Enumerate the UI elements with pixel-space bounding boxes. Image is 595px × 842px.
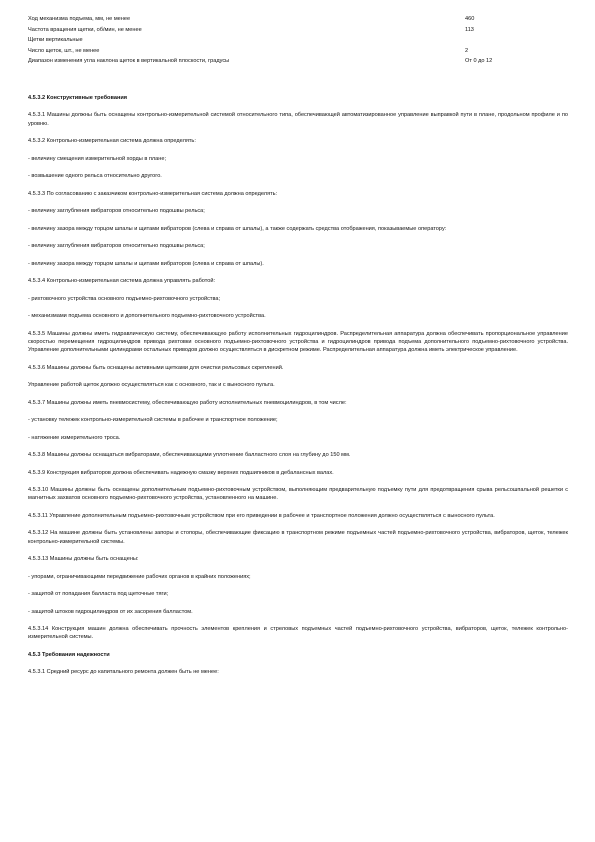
paragraph: - механизмами подъема основного и дополнительного подъемно-рихтовочного устройства.	[28, 313, 266, 320]
paragraph: - установку тележек контрольно-измерительной системы в рабочее и транспортное положение;	[28, 417, 278, 424]
paragraph: 4.5.3.5 Машины должны иметь гидравлическую систему, обеспечивающую работу исполнительных гидроцилиндров. Распределительная аппаратура должна обеспечивать пропорциональное управление скоростью перемещения гидроцилиндров привода рихтовки основного подъемно-рихтовочного устройства и гидроцилиндров привода подъема дополнительного подъемно-рихтовочного устройства. Управление дополнительными цилиндрами остальных приводов должно осуществляться в дискретном режиме. Распределительная аппаратура должна иметь электрическое управление.	[28, 330, 568, 354]
table-row	[28, 35, 568, 46]
paragraph: - упорами, ограничивающими передвижение рабочих органов в крайних положениях;	[28, 573, 251, 580]
paragraph: Управление работой щеток должно осуществляться как с основного, так и с выносного пульта.	[28, 382, 275, 389]
section-heading: 4.5.3 Требования надежности	[28, 651, 110, 658]
parameter-value: 113	[465, 26, 474, 33]
paragraph: 4.5.3.10 Машины должны быть оснащены дополнительным подъемно-рихтовочным устройством, выполняющим предварительную подъемку пути для предотвращения срыва рельсошпальной решетки с магнитных захватов основного подъемно-рихтовочного устройства, установленного на машине.	[28, 487, 568, 502]
parameter-value: От 0 до 12	[465, 58, 493, 65]
parameters-table	[28, 14, 568, 67]
paragraph: 4.5.3.14 Конструкция машин должна обеспечивать прочность элементов крепления и стреловых подъемных частей подъемно-рихтовочного устройства, вибраторов, щеток, тележек контрольно-измерительной системы.	[28, 626, 568, 641]
paragraph: 4.5.3.11 Управление дополнительным подъемно-рихтовочным устройством при его приведении в рабочее и транспортное положения должно осуществляться с выносного пульта.	[28, 512, 495, 519]
paragraph: 4.5.3.2 Контрольно-измерительная система должна определять:	[28, 138, 196, 145]
paragraph: - рихтовочного устройства основного подъемно-рихтовочного устройства;	[28, 295, 221, 302]
parameter-name: Ход механизма подъема, мм, не менее	[28, 16, 131, 23]
parameter-name: Частота вращения щетки, об/мин, не менее	[28, 26, 142, 33]
paragraph: 4.5.3.8 Машины должны оснащаться вибраторами, обеспечивающими уплотнение балластного слоя на глубину до 150 мм.	[28, 452, 351, 459]
paragraph: - величину заглубления вибраторов относительно подошвы рельса;	[28, 243, 205, 250]
paragraph: - величину заглубления вибраторов относительно подошвы рельса;	[28, 208, 205, 215]
table-row	[28, 14, 568, 25]
paragraph: 4.5.3.4 Контрольно-измерительная система должна управлять работой:	[28, 278, 216, 285]
paragraph: 4.5.3.12 На машине должны быть установлены запоры и стопоры, обеспечивающие фиксацию в транспортном режиме подъемных частей подъемно-рихтовочного устройства, вибраторов, щеток, тележек контрольно-измерительной системы.	[28, 530, 568, 545]
paragraph: 4.5.3.9 Конструкция вибраторов должна обеспечивать надежную смазку верхних подшипников в дебалансных валах.	[28, 469, 334, 476]
paragraph: 4.5.3.6 Машины должны быть оснащены активными щетками для очистки рельсовых скреплений.	[28, 364, 284, 371]
parameter-name: Диапазон изменения угла наклона щеток в вертикальной плоскости, градусы	[28, 58, 230, 65]
document-body	[28, 94, 568, 686]
paragraph: - защитой от попадания балласта под щеточные тяги;	[28, 591, 169, 598]
paragraph: - защитой штоков гидроцилиндров от их засорения балластом.	[28, 608, 193, 615]
paragraph: - натяжение измерительного троса.	[28, 434, 121, 441]
paragraph: - величину смещения измерительной хорды в плане;	[28, 155, 167, 162]
paragraph: - величину зазора между торцом шпалы и щитами вибраторов (слева и справа от шпалы), а также содержать средства отображения, показываемые оператору:	[28, 225, 447, 232]
parameter-value: 460	[465, 16, 475, 23]
paragraph: 4.5.3.13 Машины должны быть оснащены:	[28, 556, 139, 563]
paragraph: 4.5.3.1 Машины должны быть оснащены контрольно-измерительной системой относительного типа, обеспечивающей автоматизированное управление выправкой пути в плане, продольном профиле и по уровню.	[28, 112, 568, 127]
table-row	[28, 56, 568, 67]
section-heading: 4.5.3.2 Конструктивные требования	[28, 95, 128, 101]
paragraph: 4.5.3.3 По согласованию с заказчиком контрольно-измерительная система должна определять:	[28, 190, 278, 197]
paragraph: 4.5.3.1 Средний ресурс до капитального ремонта должен быть не менее:	[28, 669, 219, 676]
table-row	[28, 25, 568, 36]
paragraph: - величину зазора между торцом шпалы и щитами вибраторов (слева и справа от шпалы).	[28, 260, 264, 267]
table-row	[28, 46, 568, 57]
parameter-name: Щетки вертикальные	[28, 37, 83, 44]
paragraph: 4.5.3.7 Машины должны иметь пневмосистему, обеспечивающую работу исполнительных пневмоцилиндров, в том числе:	[28, 399, 347, 406]
paragraph: - возвышение одного рельса относительно другого.	[28, 173, 162, 180]
parameter-value: 2	[465, 47, 469, 54]
parameter-name: Число щеток, шт., не менее	[28, 47, 100, 54]
